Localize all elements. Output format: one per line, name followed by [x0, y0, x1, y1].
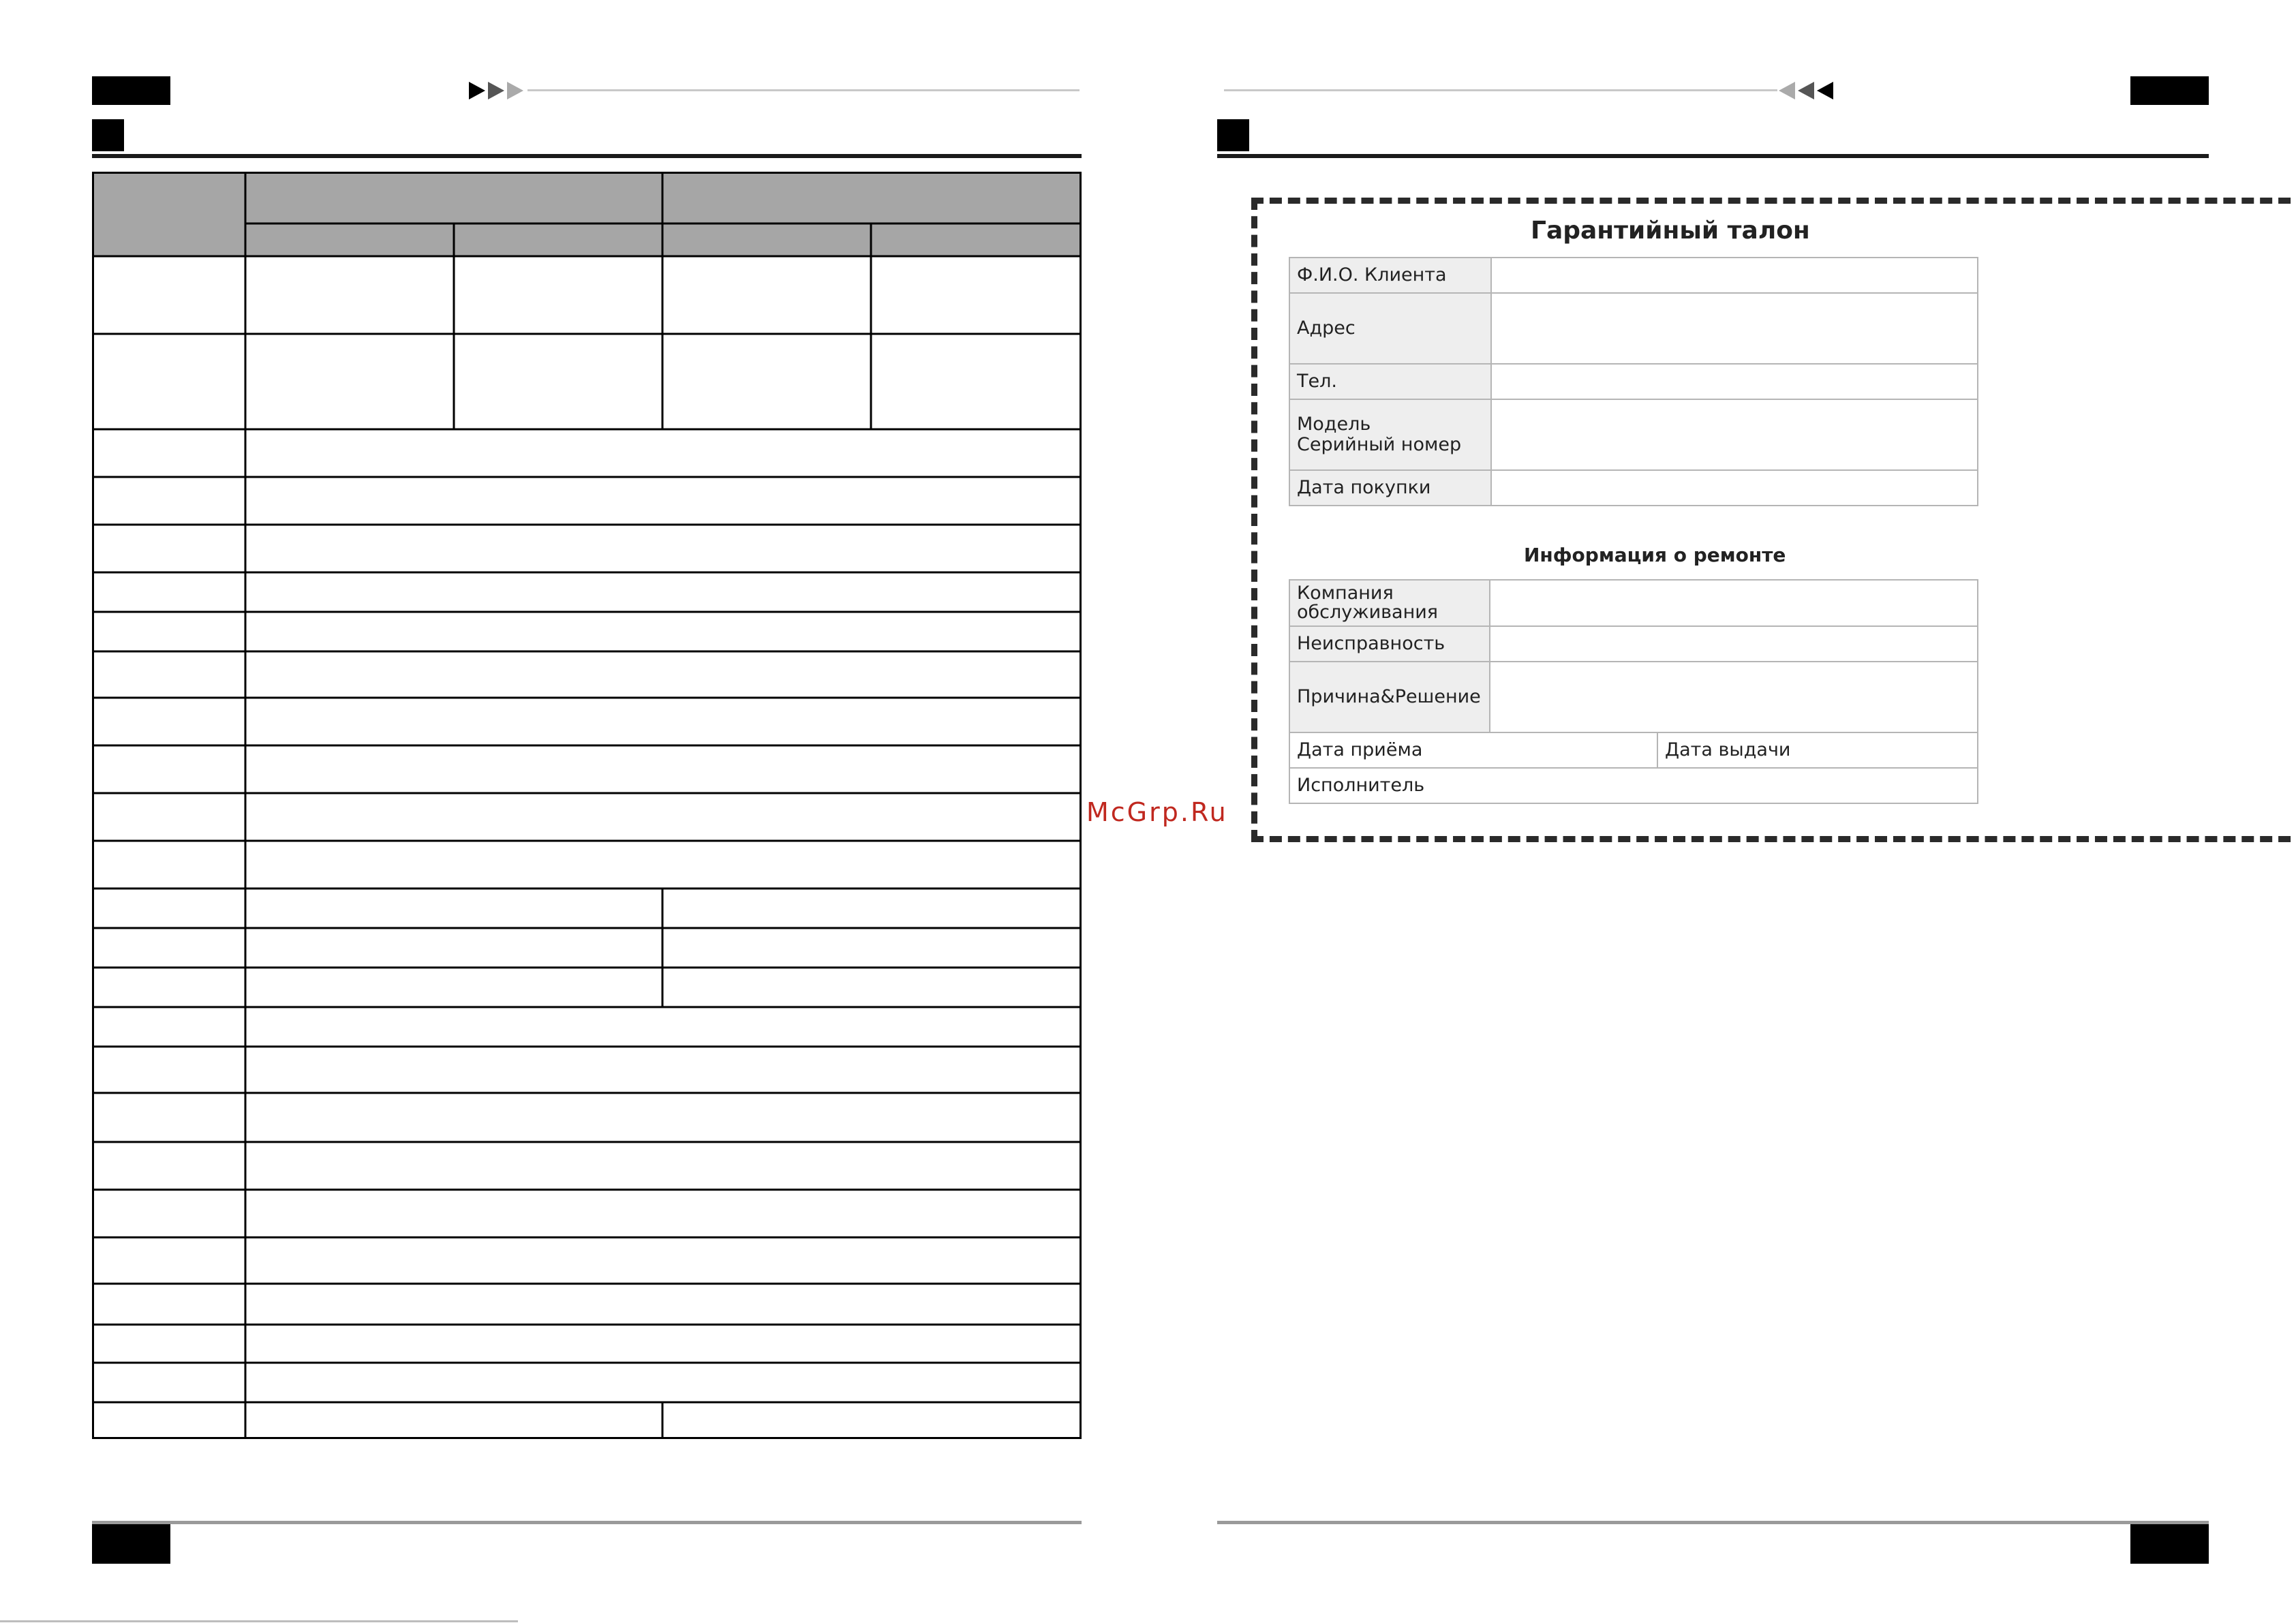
address-field[interactable]: [1491, 293, 1978, 364]
table-row: [1289, 732, 1978, 768]
client-name-label: Ф.И.О. Клиента: [1289, 258, 1491, 293]
header-corner-cell: [92, 172, 245, 256]
arrow-left-icon: [1817, 82, 1833, 99]
header-rule-right: [1217, 154, 2209, 158]
serial-number-label: Серийный номер: [1297, 434, 1462, 455]
page-number-box-left: [92, 1524, 170, 1564]
table-row: [1289, 662, 1978, 732]
header-line-right: [1224, 89, 1777, 91]
specification-table: [92, 172, 1082, 1439]
malfunction-field[interactable]: [1490, 626, 1978, 662]
arrow-left-icon: [1798, 82, 1814, 99]
table-row: [1289, 768, 1978, 803]
page-marker-right: [2130, 76, 2209, 105]
arrow-right-icon: [507, 82, 523, 99]
service-company-field[interactable]: [1490, 580, 1978, 626]
table-row: [1289, 470, 1978, 506]
table-row: [1289, 580, 1978, 626]
scan-edge-line: [0, 1620, 518, 1622]
client-info-table: [1289, 257, 1978, 506]
footer-rule-left: [92, 1521, 1082, 1524]
address-label: Адрес: [1289, 293, 1491, 364]
repair-info-title: Информация о ремонте: [1524, 544, 1786, 566]
table-row: [1289, 258, 1978, 293]
client-name-field[interactable]: [1491, 258, 1978, 293]
date-received-field[interactable]: Дата приёма: [1289, 732, 1657, 768]
technician-field[interactable]: Исполнитель: [1289, 768, 1978, 803]
date-issued-field[interactable]: Дата выдачи: [1657, 732, 1978, 768]
section-marker-right: [1217, 119, 1249, 151]
service-company-label-line2: обслуживания: [1297, 602, 1439, 623]
model-label: Модель: [1297, 414, 1371, 435]
repair-info-table: [1289, 579, 1978, 804]
specification-grid: [92, 172, 1082, 1439]
table-row: [1289, 293, 1978, 364]
page-number-box-right: [2130, 1524, 2209, 1564]
phone-label: Тел.: [1289, 364, 1491, 399]
table-row: [1289, 626, 1978, 662]
purchase-date-label: Дата покупки: [1289, 470, 1491, 506]
header-line-left: [527, 89, 1080, 91]
page-marker-left: [92, 76, 170, 105]
arrow-right-icon: [469, 82, 485, 99]
table-frame: [93, 173, 1081, 1438]
malfunction-label: Неисправность: [1289, 626, 1490, 662]
cause-solution-field[interactable]: [1490, 662, 1978, 732]
watermark: McGrp.Ru: [1086, 797, 1228, 827]
header-rule-left: [92, 154, 1082, 158]
section-marker-left: [92, 119, 124, 151]
model-serial-field[interactable]: [1491, 399, 1978, 470]
warranty-card-title: Гарантийный талон: [1531, 217, 1810, 245]
purchase-date-field[interactable]: [1491, 470, 1978, 506]
service-company-label: [1289, 580, 1490, 626]
service-company-label-line1: Компания: [1297, 583, 1394, 604]
cause-solution-label: Причина&Решение: [1289, 662, 1490, 732]
model-serial-label: [1289, 399, 1491, 470]
arrow-right-icon: [488, 82, 504, 99]
footer-rule-right: [1217, 1521, 2209, 1524]
table-row: [1289, 364, 1978, 399]
table-row: [1289, 399, 1978, 470]
arrow-left-icon: [1779, 82, 1795, 99]
phone-field[interactable]: [1491, 364, 1978, 399]
